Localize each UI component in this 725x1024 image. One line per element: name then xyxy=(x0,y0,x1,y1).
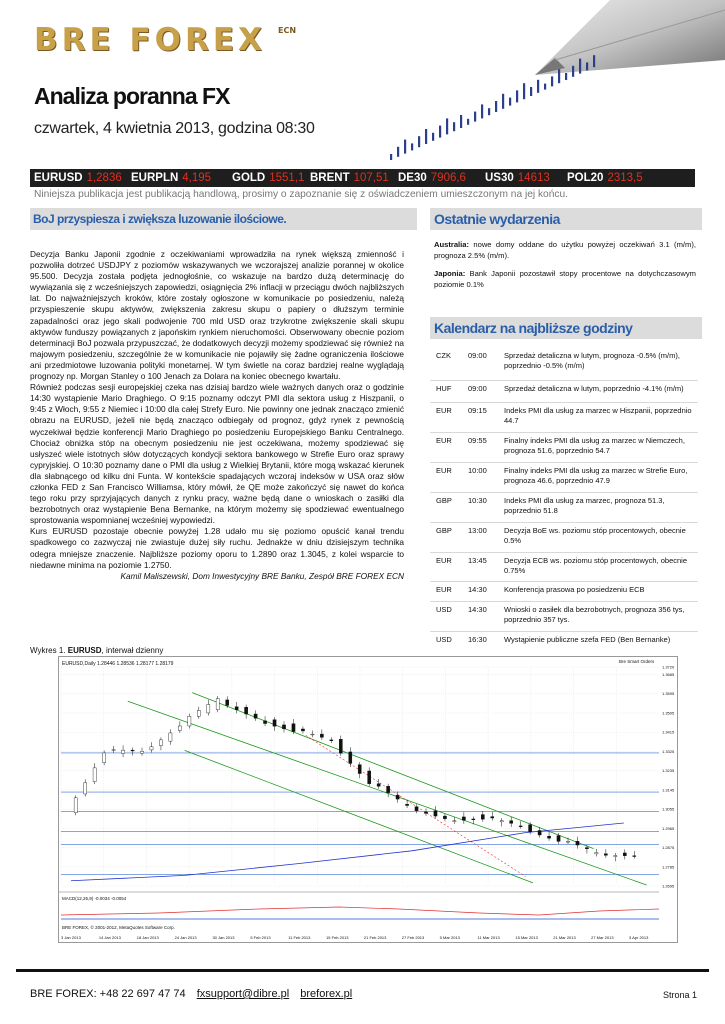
candle-body xyxy=(500,821,503,822)
candle-body xyxy=(311,734,314,735)
page-title: Analiza poranna FX xyxy=(34,83,230,109)
chart-caption: Wykres 1. EURUSD, interwał dzienny xyxy=(30,646,164,655)
calendar-row: GBP 13:00 Decyzja BoE ws. poziomu stóp procentowych, obecnie 0.5% xyxy=(430,522,698,553)
y-tick-label: 1.3505 xyxy=(662,710,675,716)
article-heading: BoJ przyspiesza i zwiększa luzowanie ilościowe. xyxy=(30,208,417,230)
x-tick-label: 3 Apr 2013 xyxy=(629,935,649,940)
ticker-item: US30 14613 xyxy=(485,172,550,184)
calendar-row: GBP 10:30 Indeks PMI dla usług za marzec, prognoza 51.3, poprzednio 51.8 xyxy=(430,492,698,523)
eurusd-daily-chart xyxy=(58,656,678,943)
header-bar-mark xyxy=(397,147,399,157)
candle-body xyxy=(519,826,522,827)
chart-copyright: BRE FOREX, © 2001-2012, MetaQuotes Software Corp. xyxy=(62,925,175,930)
header-bar-mark xyxy=(572,66,574,77)
news-heading: Ostatnie wydarzenia xyxy=(430,208,702,230)
ticker-item: BRENT 107,51 xyxy=(310,172,389,184)
header-bar-mark xyxy=(593,55,595,67)
y-tick-label: 1.3720 xyxy=(662,664,675,670)
candle-body xyxy=(595,853,598,854)
y-tick-label: 1.3325 xyxy=(662,748,675,754)
candle-body xyxy=(178,726,181,730)
news-item-label: Australia: xyxy=(434,240,470,249)
calendar-heading: Kalendarz na najbliższe godziny xyxy=(430,317,702,339)
candle-body xyxy=(207,705,210,713)
news-item-text: nowe domy oddane do użytku powyżej oczekiwań 3.1 (m/m), prognoza 2.5% (m/m). xyxy=(434,240,696,260)
ticker-item: GOLD 1551,1 xyxy=(232,172,305,184)
x-tick-label: 5 Mar 2013 xyxy=(439,935,460,940)
calendar-row: EUR 10:00 Finalny indeks PMI dla usług za marzec w Strefie Euro, prognoza 46.6, poprzednio 47.9 xyxy=(430,462,698,493)
candle-body xyxy=(585,848,588,849)
x-tick-label: 21 Mar 2013 xyxy=(553,935,576,940)
candle-body xyxy=(292,724,295,732)
x-tick-label: 11 Feb 2013 xyxy=(288,935,311,940)
oscillator-label: MACD(12,26,9) -0.0034 -0.0054 xyxy=(62,896,127,901)
candle-body xyxy=(377,784,380,787)
x-tick-label: 14 Jan 2013 xyxy=(98,935,121,940)
header-bar-mark xyxy=(544,84,546,90)
candle-body xyxy=(491,817,494,818)
candle-body xyxy=(74,798,77,813)
candle-body xyxy=(443,816,446,819)
candle-body xyxy=(84,783,87,794)
y-tick-label: 1.3595 xyxy=(662,691,675,697)
header-bar-mark xyxy=(537,80,539,93)
y-tick-label: 1.2965 xyxy=(662,825,675,831)
candle-body xyxy=(424,812,427,813)
header-bar-mark xyxy=(439,126,441,138)
news-item-label: Japonia: xyxy=(434,269,466,278)
y-tick-label: 1.3235 xyxy=(662,768,675,774)
candle-body xyxy=(405,804,408,805)
candle-body xyxy=(576,841,579,845)
candle-body xyxy=(150,747,153,750)
article-paragraph: Również podczas sesji europejskiej czeka nas dzisiaj bardzo wiele ważnych danych oraz o godzinie 14:30 wystąpienie Mario Draghiego. O 9:15 poznamy odczyt PMI dla sektora usług z Hiszpanii, o 9:45 z Włoch, 9:55 z Niemiec i 10:00 dla całej Strefy Euro. Nie powinny one jednak znacząco zmienić obrazu na EURUSD, jeżeli nie będą znacząco odbiegały od prognoz, gdyż rynek z pewnością wyczekiwał będzie konferencji Mario Draghiego po posiedzeniu Europejskiego Banku Centralnego. Chociaż obniżka stóp na obecnym posiedzeniu nie jest oczekiwana, możemy spodziewać się usłyszeć wiele istotnych słów dotyczących kondycji sektora bankowego w Strefie Euro oraz sprawy cypryjskiej. O 10:30 poznamy dane o PMI dla usług z Wielkiej Brytanii, które mogą wskazać kierunek dla słabnącego od kilku dni Funta. W kontekście spadających wczoraj indeksów w USA oraz słów członka FED z San Francisco Williamsa, który mówił, że QE może zakończyć się nawet do końca tego roku przy sprzyjających danych z rynku pracy, ważne będą dane o wnioskach o zasiłki dla bezrobotnych oraz wystąpienie Bena Bernanke, na którym możemy się spodziewać ewentualnego sprostowania wspomnianej wcześniej wypowiedzi. xyxy=(30,382,404,526)
candle-body xyxy=(339,739,342,753)
header-bar-mark xyxy=(474,112,476,122)
x-tick-label: 27 Mar 2013 xyxy=(591,935,614,940)
header-bar-mark xyxy=(495,101,497,112)
header-bar-mark xyxy=(390,154,392,160)
header-bar-mark xyxy=(446,118,448,134)
calendar-row: EUR 14:30 Konferencja prasowa po posiedzeniu ECB xyxy=(430,581,698,602)
candle-body xyxy=(358,765,361,774)
eurusd-close-series xyxy=(71,701,639,856)
calendar-row: HUF 09:00 Sprzedaż detaliczna w lutym, poprzednio -4.1% (m/m) xyxy=(430,380,698,403)
channel-mid-line xyxy=(128,701,647,885)
ticker-item: EURUSD 1,2836 xyxy=(34,172,122,184)
y-tick-label: 1.2695 xyxy=(662,883,675,889)
candle-body xyxy=(349,752,352,763)
calendar-row: USD 16:30 Wystąpienie publiczne szefa FED (Ben Bernanke) xyxy=(436,635,671,644)
calendar-row: CZK 09:00 Sprzedaż detaliczna w lutym, prognoza -0.5% (m/m), poprzednio -0.5% (m/m) xyxy=(430,347,698,381)
x-tick-label: 24 Jan 2013 xyxy=(174,935,197,940)
candle-body xyxy=(614,856,617,857)
x-tick-label: 15 Feb 2013 xyxy=(326,935,349,940)
candle-body xyxy=(235,707,238,710)
candle-body xyxy=(273,720,276,727)
header-bar-mark xyxy=(460,115,462,128)
candle-body xyxy=(481,815,484,820)
x-tick-label: 3 Jan 2013 xyxy=(61,935,81,940)
ticker-item: EURPLN 4,195 xyxy=(131,172,212,184)
candle-body xyxy=(566,841,569,842)
header-bar-mark xyxy=(488,108,490,115)
candle-body xyxy=(472,819,475,820)
candle-body xyxy=(301,729,304,731)
candle-body xyxy=(415,807,418,811)
chart-top-right-label: Bre Smart Orders xyxy=(619,659,655,664)
calendar-row: EUR 09:55 Finalny indeks PMI dla usług za marzec w Niemczech, prognoza 51.6, poprzednio 54.7 xyxy=(430,432,698,463)
candle-body xyxy=(368,771,371,784)
ticker-item: DE30 7906,6 xyxy=(398,172,466,184)
candle-body xyxy=(245,707,248,714)
chart-top-label: EURUSD,Daily 1.28446 1.28536 1.28177 1.28179 xyxy=(62,661,174,667)
candle-body xyxy=(169,733,172,741)
header-bar-mark xyxy=(586,62,588,70)
candle-body xyxy=(434,811,437,816)
header-bar-mark xyxy=(516,90,518,102)
oscillator-signal-line xyxy=(61,907,659,915)
disclaimer-text: Niniejsza publikacja jest publikacją handlową, prosimy o zapoznanie się z oświadczeniem umieszczonym na jej końcu. xyxy=(34,189,568,200)
header-bar-mark xyxy=(558,69,560,83)
footer-contact xyxy=(30,988,352,1000)
candle-body xyxy=(633,856,636,857)
candle-body xyxy=(604,854,607,855)
header-bar-mark xyxy=(502,94,504,109)
header-bar-mark xyxy=(432,133,434,141)
candle-body xyxy=(188,716,191,726)
candle-body xyxy=(103,753,106,763)
footer-phone: BRE FOREX: +48 22 697 47 74 xyxy=(30,988,186,1000)
candle-body xyxy=(93,768,96,782)
header-bar-mark xyxy=(453,122,455,131)
y-tick-label: 1.2875 xyxy=(662,845,675,851)
quote-ticker-bar xyxy=(30,169,695,187)
header-bar-mark xyxy=(565,73,567,80)
header-bar-mark xyxy=(404,140,406,154)
article-signature: Kamil Maliszewski, Dom Inwestycyjny BRE Banku, Zespół BRE FOREX ECN xyxy=(120,570,404,581)
header-bar-mark xyxy=(425,129,427,144)
header-bar-mark xyxy=(418,136,420,147)
candle-body xyxy=(282,725,285,729)
calendar-row: EUR 13:45 Decyzja ECB ws. poziomu stóp procentowych, obecnie 0.75% xyxy=(430,552,698,582)
calendar-row: EUR 09:15 Indeks PMI dla usług za marzec w Hiszpanii, poprzednio 44.7 xyxy=(430,402,698,433)
candle-body xyxy=(623,853,626,856)
footer-email-link[interactable]: fxsupport@dibre.pl xyxy=(196,988,290,1000)
page-subtitle: czwartek, 4 kwietnia 2013, godzina 08:30 xyxy=(34,120,315,137)
y-tick-label: 1.3415 xyxy=(662,729,675,735)
candle-body xyxy=(330,740,333,741)
news-item xyxy=(434,240,696,261)
article-body xyxy=(30,249,404,582)
header-bar-mark xyxy=(467,119,469,125)
header-bar-mark xyxy=(530,87,532,96)
candle-body xyxy=(529,825,532,832)
bre-forex-logo xyxy=(34,22,314,56)
candle-body xyxy=(121,750,124,753)
chart-svg xyxy=(59,657,677,942)
logo-text: BRE FOREX xyxy=(34,22,266,58)
candle-body xyxy=(112,750,115,751)
header-bar-mark xyxy=(411,143,413,150)
candle-body xyxy=(140,751,143,753)
candle-body xyxy=(197,710,200,716)
candle-body xyxy=(254,714,257,718)
news-item xyxy=(434,269,696,290)
y-tick-label: 1.2785 xyxy=(662,864,675,870)
y-tick-label: 1.3055 xyxy=(662,806,675,812)
header-bar-mark xyxy=(523,83,525,99)
candle-body xyxy=(453,821,456,822)
candle-body xyxy=(462,817,465,820)
candle-body xyxy=(538,831,541,835)
candle-body xyxy=(510,821,513,824)
x-tick-label: 30 Jan 2013 xyxy=(212,935,235,940)
candle-body xyxy=(387,786,390,792)
article-paragraph: Decyzja Banku Japonii zgodnie z oczekiwaniami wprowadziła na rynek większą zmienność i pozwoliła dotrzeć USDJPY z poziomów wskazywanych we wczorajszej analizie porannej w okolice 95.500. Decyzja została podjęta jednogłośnie, co wskazuje na bardzo dużą determinację do wywiązania się z wcześniejszych zapowiedzi, osiągnięcia 2% inflacji w przeciągu dwóch najbliższych lat. Do najważniejszych kroków, które zostały ogłoszone w komunikacie po posiedzeniu, należą przyspieszenie skupu aktywów, zwiększenia zakresu skupu o papiery o dłuższym terminie zapadalności oraz jego skali podwojenie 700 mld USD oraz trzykrotne zwiększenie skali skupu aktywów funduszy powiązanych z japońskim rynkiem nieruchomości. Obserwowany obecnie poziom determinacji BoJ pozwala przypuszczać, że dodatkowych decyzji możemy spodziewać się również na majowym posiedzeniu, szczególnie że w komunikacie nie pojawiły się żadne ograniczenia ilościowe ani przedmiotowe luzowania polityki monetarnej. W tym świetle na coraz bardziej realne wyglądają prognozy np. Morgan Stanley o 100 Jenach za Dolara na koniec obecnego kwartału. xyxy=(30,249,404,382)
header-bar-mark xyxy=(579,59,581,74)
candle-body xyxy=(131,750,134,751)
footer-site-link[interactable]: breforex.pl xyxy=(300,988,353,1000)
pen-chart-illustration xyxy=(380,0,725,170)
candle-body xyxy=(396,795,399,799)
candle-body xyxy=(557,836,560,842)
candle-body xyxy=(226,700,229,706)
x-tick-label: 18 Jan 2013 xyxy=(136,935,159,940)
news-item-text: Bank Japonii pozostawił stopy procentowe na dotychczasowym poziomie 0.1% xyxy=(434,269,696,289)
news-list xyxy=(434,240,696,298)
x-tick-label: 21 Feb 2013 xyxy=(363,935,387,940)
x-tick-label: 27 Feb 2013 xyxy=(401,935,425,940)
footer-divider xyxy=(16,969,709,972)
candle-body xyxy=(263,721,266,724)
calendar-row: USD 14:30 Wnioski o zasiłek dla bezrobotnych, prognoza 356 tys, poprzednio 357 tys. xyxy=(430,601,698,632)
candle-body xyxy=(547,836,550,838)
x-tick-label: 15 Mar 2013 xyxy=(515,935,538,940)
trend-dashed-line xyxy=(306,735,526,876)
article-paragraph: Kurs EURUSD pozostaje obecnie powyżej 1.28 udało mu się poziomo opuścić kanał trendu spadkowego co zazwyczaj nie zwiastuje dużej siły ruchu. Jednakże w dniu dzisiejszym technika odegra mniejsze znaczenie. Najbliższe poziomy oporu to 1.2890 oraz 1.3045, z kolei wsparcie to niedawne minima na poziomie 1.2750. xyxy=(30,526,404,570)
x-tick-label: 5 Feb 2013 xyxy=(250,935,271,940)
header-bar-mark xyxy=(551,76,553,86)
logo-ecn: ECN xyxy=(278,26,297,35)
header-bar-mark xyxy=(481,104,483,118)
y-tick-label: 1.3145 xyxy=(662,787,675,793)
x-tick-label: 11 Mar 2013 xyxy=(477,935,500,940)
candle-body xyxy=(320,734,323,737)
ticker-item: POL20 2313,5 xyxy=(567,172,643,184)
candle-body xyxy=(159,740,162,746)
candle-body xyxy=(216,699,219,710)
y-tick-label: 1.3685 xyxy=(662,671,675,677)
page-number: Strona 1 xyxy=(662,990,697,1000)
header-bar-mark xyxy=(509,98,511,106)
